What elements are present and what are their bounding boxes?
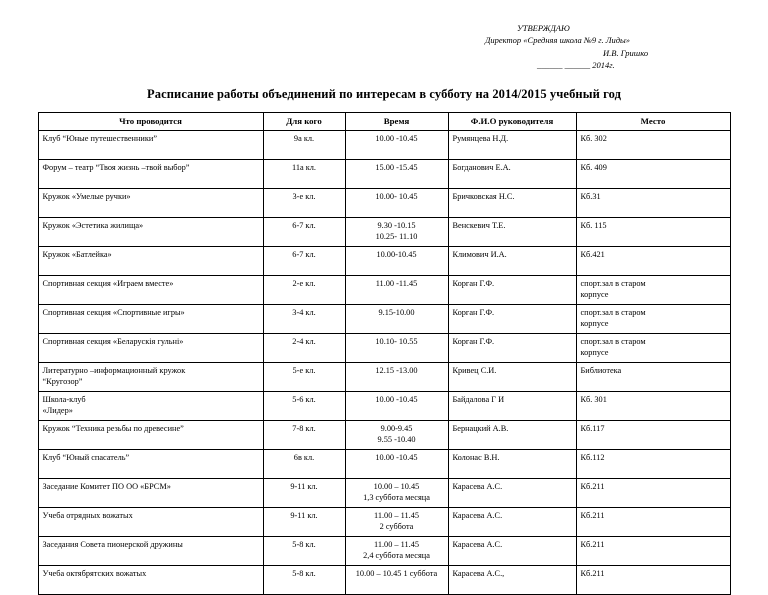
cell-leader — [448, 247, 576, 276]
cell-time-line2: 10.25- 11.10 — [375, 231, 418, 241]
cell-audience-line1: 3-4 кл. — [292, 308, 316, 318]
cell-time — [345, 131, 448, 160]
cell-audience-line1: 5-8 кл. — [292, 569, 316, 579]
cell-audience-line1: 9а кл. — [293, 134, 315, 144]
cell-leader-line1: Румянцева Н.Д. — [452, 134, 509, 144]
cell-activity-line1: Заседание Комитет ПО ОО «БРСМ» — [42, 482, 171, 492]
cell-audience — [263, 276, 345, 305]
cell-activity — [38, 305, 263, 334]
cell-place — [576, 334, 730, 363]
cell-time-line1: 9.00-9.45 — [380, 424, 413, 434]
cell-activity — [38, 276, 263, 305]
cell-place — [576, 450, 730, 479]
column-header-time: Время — [345, 113, 448, 131]
cell-activity-line1: Кружок “Техника резьбы по древесине” — [42, 424, 184, 434]
cell-time — [345, 479, 448, 508]
cell-activity-line1: Форум – театр “Твоя жизнь –твой выбор” — [42, 163, 190, 173]
cell-audience-line1: 5-е кл. — [292, 366, 316, 376]
cell-activity — [38, 247, 263, 276]
cell-place-line1: спорт.зал в старом — [580, 308, 646, 318]
page-title: Расписание работы объединений по интересам в субботу на 2014/2015 учебный год — [147, 87, 621, 102]
cell-audience — [263, 363, 345, 392]
cell-place-line1: спорт.зал в старом — [580, 337, 646, 347]
cell-leader — [448, 334, 576, 363]
cell-audience-line1: 5-8 кл. — [292, 540, 316, 550]
table-row — [38, 160, 730, 189]
cell-audience-line1: 6-7 кл. — [292, 250, 316, 260]
cell-place-line1: Кб. 115 — [580, 221, 607, 231]
cell-place — [576, 189, 730, 218]
cell-time-line2: 2,4 суббота месяца — [363, 550, 430, 560]
cell-leader — [448, 305, 576, 334]
cell-activity-line1: Спортивная секция «Спортивные игры» — [42, 308, 185, 318]
cell-activity-line1: Клуб “Юные путешественники” — [42, 134, 157, 144]
cell-leader-line1: Корган Г.Ф. — [452, 308, 495, 318]
cell-time-line2: 9.55 -10.40 — [377, 434, 416, 444]
cell-leader — [448, 276, 576, 305]
table-row — [38, 421, 730, 450]
cell-place-line1: Кб. 409 — [580, 163, 607, 173]
cell-audience-line1: 7-8 кл. — [292, 424, 316, 434]
cell-leader — [448, 450, 576, 479]
cell-leader — [448, 421, 576, 450]
cell-activity — [38, 537, 263, 566]
cell-activity — [38, 131, 263, 160]
cell-audience — [263, 189, 345, 218]
schedule-table — [38, 112, 731, 595]
cell-place-line1: Кб. 301 — [580, 395, 607, 405]
cell-place — [576, 363, 730, 392]
cell-leader-line1: Карасева А.С. — [452, 511, 503, 521]
cell-time-line1: 10.00 -10.45 — [375, 453, 418, 463]
cell-time-line1: 10.00 – 10.45 — [373, 482, 420, 492]
approval-block — [485, 22, 735, 71]
table-row — [38, 450, 730, 479]
cell-time — [345, 392, 448, 421]
table-row — [38, 247, 730, 276]
cell-time — [345, 305, 448, 334]
cell-time — [345, 363, 448, 392]
cell-time-line1: 11.00 – 11.45 — [373, 540, 420, 550]
cell-place-line2: корпусе — [580, 289, 609, 299]
cell-activity-line2: «Лидер» — [42, 405, 73, 415]
cell-leader — [448, 189, 576, 218]
approval-name: И.В. Гришко — [603, 47, 649, 58]
cell-leader — [448, 508, 576, 537]
cell-activity-line1: Клуб “Юный спасатель” — [42, 453, 130, 463]
cell-place-line1: Кб.112 — [580, 453, 605, 463]
cell-time-line2: 2 суббота — [379, 521, 414, 531]
cell-activity — [38, 392, 263, 421]
cell-activity-line2: “Кругозор” — [42, 376, 83, 386]
cell-time — [345, 276, 448, 305]
cell-time — [345, 450, 448, 479]
cell-place — [576, 305, 730, 334]
cell-time — [345, 334, 448, 363]
cell-activity — [38, 189, 263, 218]
cell-activity — [38, 479, 263, 508]
column-header-place: Место — [576, 113, 730, 131]
column-header-leader: Ф.И.О руководителя — [448, 113, 576, 131]
cell-audience-line1: 5-6 кл. — [292, 395, 316, 405]
cell-leader — [448, 537, 576, 566]
cell-time-line1: 12.15 -13.00 — [375, 366, 418, 376]
cell-leader-line1: Корган Г.Ф. — [452, 337, 495, 347]
cell-activity-line1: Заседания Совета пионерской дружины — [42, 540, 183, 550]
cell-time — [345, 247, 448, 276]
cell-audience — [263, 450, 345, 479]
cell-place-line2: корпусе — [580, 318, 609, 328]
cell-place — [576, 392, 730, 421]
cell-time-line1: 9.30 -10.15 — [377, 221, 416, 231]
cell-place-line1: Библиотека — [580, 366, 622, 376]
cell-audience — [263, 421, 345, 450]
cell-leader-line1: Карасева А.С. — [452, 540, 503, 550]
table-row — [38, 305, 730, 334]
cell-activity-line1: Кружок «Эстетика жилища» — [42, 221, 144, 231]
cell-time-line1: 15.00 -15.45 — [375, 163, 418, 173]
cell-time — [345, 537, 448, 566]
cell-time-line1: 10.00- 10.45 — [375, 192, 418, 202]
cell-audience — [263, 479, 345, 508]
cell-leader — [448, 363, 576, 392]
cell-place — [576, 131, 730, 160]
cell-time-line1: 9.15-10.00 — [378, 308, 415, 318]
cell-time-line1: 10.00 – 10.45 1 суббота — [355, 569, 438, 579]
cell-audience — [263, 566, 345, 595]
cell-audience-line1: 9-11 кл. — [290, 482, 318, 492]
cell-activity — [38, 421, 263, 450]
cell-leader-line1: Бричковская Н.С. — [452, 192, 515, 202]
cell-audience — [263, 247, 345, 276]
cell-time-line1: 11.00 -11.45 — [375, 279, 418, 289]
table-row — [38, 189, 730, 218]
table-row — [38, 479, 730, 508]
cell-place-line1: Кб.31 — [580, 192, 601, 202]
cell-activity — [38, 450, 263, 479]
cell-time-line2: 1,3 суббота месяца — [363, 492, 430, 502]
cell-leader-line1: Карасева А.С. — [452, 482, 503, 492]
approval-word: УТВЕРЖДАЮ — [517, 23, 570, 33]
cell-activity — [38, 363, 263, 392]
cell-activity — [38, 566, 263, 595]
column-header-audience: Для кого — [263, 113, 345, 131]
cell-time — [345, 189, 448, 218]
table-row — [38, 392, 730, 421]
cell-audience-line1: 2-е кл. — [292, 279, 316, 289]
cell-audience — [263, 334, 345, 363]
table-header-row — [38, 113, 730, 131]
table-row — [38, 363, 730, 392]
cell-audience-line1: 6-7 кл. — [292, 221, 316, 231]
cell-activity-line1: Кружок «Умелые ручки» — [42, 192, 131, 202]
cell-time — [345, 508, 448, 537]
cell-activity-line1: Спортивная секция «Беларускія гульні» — [42, 337, 184, 347]
cell-audience — [263, 537, 345, 566]
column-header-activity: Что проводится — [38, 113, 263, 131]
cell-place-line1: Кб.211 — [580, 569, 605, 579]
cell-audience — [263, 392, 345, 421]
cell-activity — [38, 160, 263, 189]
cell-activity-line1: Литературно –информационный кружок — [42, 366, 186, 376]
cell-activity-line1: Школа-клуб — [42, 395, 86, 405]
cell-place-line1: Кб.211 — [580, 511, 605, 521]
cell-place — [576, 566, 730, 595]
cell-place-line1: Кб.211 — [580, 540, 605, 550]
cell-place — [576, 508, 730, 537]
cell-leader-line1: Карасева А.С., — [452, 569, 505, 579]
cell-place — [576, 537, 730, 566]
cell-leader — [448, 392, 576, 421]
cell-leader-line1: Колонас В.Н. — [452, 453, 500, 463]
cell-time-line1: 11.00 – 11.45 — [373, 511, 420, 521]
cell-audience — [263, 508, 345, 537]
cell-leader-line1: Бернацкий А.В. — [452, 424, 509, 434]
cell-place — [576, 247, 730, 276]
cell-place-line1: Кб.117 — [580, 424, 605, 434]
cell-place-line2: корпусе — [580, 347, 609, 357]
cell-audience — [263, 305, 345, 334]
cell-time — [345, 566, 448, 595]
cell-activity-line1: Учеба отрядных вожатых — [42, 511, 133, 521]
cell-place-line1: Кб.421 — [580, 250, 605, 260]
cell-audience-line1: 6в кл. — [293, 453, 315, 463]
cell-place — [576, 421, 730, 450]
cell-time-line1: 10.00-10.45 — [376, 250, 417, 260]
table-row — [38, 508, 730, 537]
cell-leader-line1: Корган Г.Ф. — [452, 279, 495, 289]
cell-leader-line1: Климович И.А. — [452, 250, 507, 260]
cell-leader-line1: Венскевич Т.Е. — [452, 221, 506, 231]
cell-audience-line1: 11а кл. — [292, 163, 316, 173]
cell-activity — [38, 334, 263, 363]
table-row — [38, 537, 730, 566]
approval-director: Директор «Средняя школа №9 г. Лиды» — [485, 35, 631, 46]
cell-activity — [38, 218, 263, 247]
table-row — [38, 334, 730, 363]
table-row — [38, 131, 730, 160]
cell-leader — [448, 160, 576, 189]
cell-leader-line1: Богданович Е.А. — [452, 163, 511, 173]
cell-activity-line1: Кружок «Батлейка» — [42, 250, 112, 260]
cell-leader-line1: Кривец С.И. — [452, 366, 497, 376]
cell-audience — [263, 160, 345, 189]
cell-place-line1: Кб. 302 — [580, 134, 607, 144]
cell-leader — [448, 218, 576, 247]
cell-time-line1: 10.00 -10.45 — [375, 134, 418, 144]
cell-activity — [38, 508, 263, 537]
table-row — [38, 276, 730, 305]
cell-leader-line1: Байдалова Г И — [452, 395, 505, 405]
table-row — [38, 566, 730, 595]
cell-audience-line1: 3-е кл. — [292, 192, 316, 202]
cell-time — [345, 218, 448, 247]
cell-leader — [448, 131, 576, 160]
cell-place — [576, 218, 730, 247]
table-row — [38, 218, 730, 247]
cell-leader — [448, 479, 576, 508]
table-body — [38, 131, 730, 595]
cell-place-line1: Кб.211 — [580, 482, 605, 492]
cell-place — [576, 160, 730, 189]
cell-time-line1: 10.10- 10.55 — [375, 337, 418, 347]
approval-date: ______ ______ 2014г. — [537, 59, 615, 70]
cell-place — [576, 276, 730, 305]
cell-time-line1: 10.00 -10.45 — [375, 395, 418, 405]
cell-activity-line1: Спортивная секция «Играем вместе» — [42, 279, 174, 289]
cell-audience-line1: 9-11 кл. — [290, 511, 318, 521]
cell-place — [576, 479, 730, 508]
cell-audience — [263, 131, 345, 160]
cell-activity-line1: Учеба октябрятских вожатых — [42, 569, 147, 579]
cell-audience-line1: 2-4 кл. — [292, 337, 316, 347]
cell-place-line1: спорт.зал в старом — [580, 279, 646, 289]
cell-audience — [263, 218, 345, 247]
cell-time — [345, 160, 448, 189]
cell-time — [345, 421, 448, 450]
cell-leader — [448, 566, 576, 595]
